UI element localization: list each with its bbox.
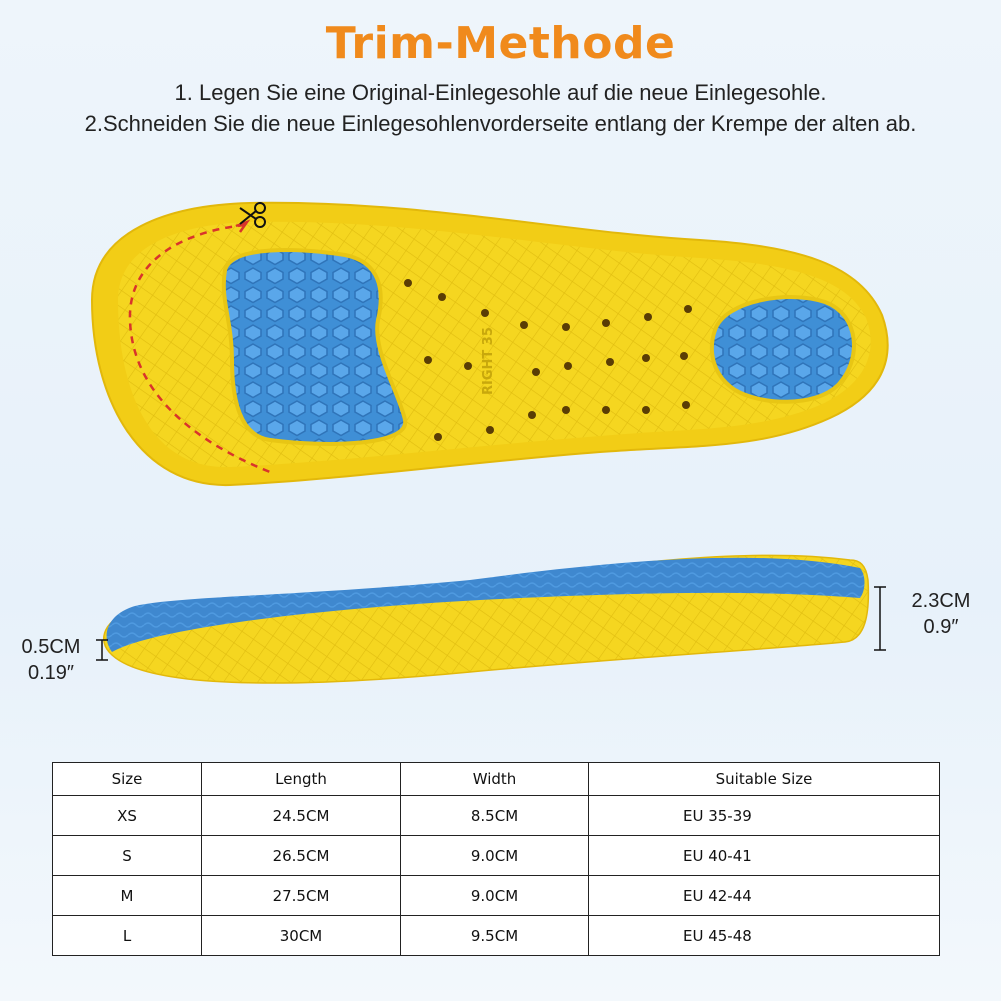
- insole-side-label: RIGHT 35: [481, 327, 496, 395]
- size-cell: S: [53, 836, 202, 876]
- table-row: [53, 916, 940, 956]
- table-row: [53, 876, 940, 916]
- suitable-size-cell: EU 35-39: [589, 796, 940, 836]
- insole-top-view: [92, 203, 888, 485]
- toe-thickness-in: 0.19″: [27, 662, 74, 684]
- column-header: Size: [53, 763, 202, 796]
- length-cell: 24.5CM: [202, 796, 401, 836]
- width-cell: 9.0CM: [401, 876, 589, 916]
- width-cell: 9.0CM: [401, 836, 589, 876]
- column-header: Length: [202, 763, 401, 796]
- insole-side-view: [104, 555, 869, 683]
- size-table: [52, 762, 940, 956]
- column-header: Width: [401, 763, 589, 796]
- suitable-size-cell: EU 40-41: [589, 836, 940, 876]
- size-cell: XS: [53, 796, 202, 836]
- size-cell: M: [53, 876, 202, 916]
- heel-height-in: 0.9″: [923, 616, 959, 638]
- instruction-step-2: 2.Schneiden Sie die neue Einlegesohlenvorderseite entlang der Krempe der alten ab.: [84, 111, 917, 136]
- page-title: Trim-Methode: [325, 18, 676, 69]
- length-cell: 26.5CM: [202, 836, 401, 876]
- toe-thickness-cm: 0.5CM: [21, 636, 81, 658]
- table-row: [53, 796, 940, 836]
- length-cell: 30CM: [202, 916, 401, 956]
- heel-height-label: [896, 588, 986, 640]
- size-cell: L: [53, 916, 202, 956]
- suitable-size-cell: EU 45-48: [589, 916, 940, 956]
- width-cell: 8.5CM: [401, 796, 589, 836]
- width-cell: 9.5CM: [401, 916, 589, 956]
- table-header-row: [53, 763, 940, 796]
- column-header: Suitable Size: [589, 763, 940, 796]
- length-cell: 27.5CM: [202, 876, 401, 916]
- table-row: [53, 836, 940, 876]
- toe-thickness-label: [6, 634, 96, 686]
- heel-height-cm: 2.3CM: [911, 590, 971, 612]
- height-bracket: [874, 587, 886, 650]
- instruction-step-1: 1. Legen Sie eine Original-Einlegesohle auf die neue Einlegesohle.: [174, 80, 827, 105]
- suitable-size-cell: EU 42-44: [589, 876, 940, 916]
